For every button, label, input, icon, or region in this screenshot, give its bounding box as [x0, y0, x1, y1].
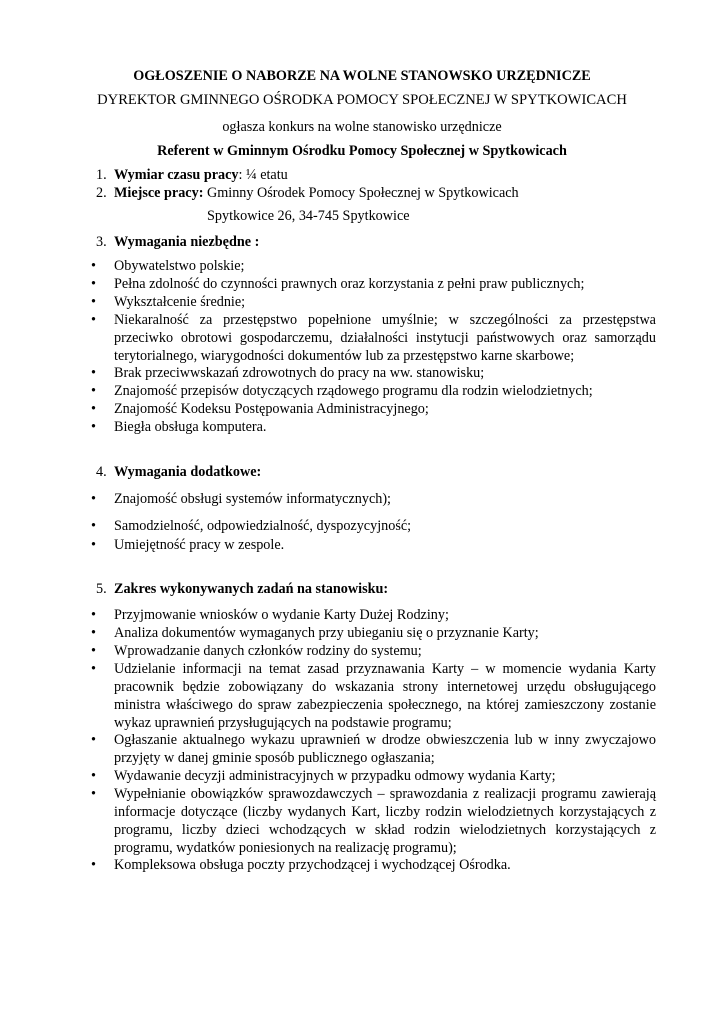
list-item: • Ogłaszanie aktualnego wykazu uprawnień w drodze obwieszczenia lub w inny zwyczajowo przyjęty w danej gminie sposób publicznego ogłaszania; [91, 732, 656, 766]
bullet-icon: • [91, 383, 96, 399]
bullet-icon: • [91, 537, 96, 553]
list-item: • Pełna zdolność do czynności prawnych oraz korzystania z pełni praw publicznych; [91, 276, 585, 292]
section2-text [114, 184, 519, 202]
list-item: • Niekaralność za przestępstwo popełnione umyślnie; w szczególności za przestępstwa przeciwko obrotowi gospodarczemu, działalności instytucji państwowych oraz samorządu terytorialnego, wiarygodności dokumentów lub za przestępstwo karne skarbowe; [91, 312, 656, 364]
section3-number: 3. [96, 234, 107, 250]
bullet-icon: • [91, 786, 96, 802]
section4-label: Wymagania dodatkowe: [114, 464, 262, 480]
section5-label: Zakres wykonywanych zadań na stanowisku: [114, 581, 389, 597]
bullet-icon: • [91, 625, 96, 641]
position-title: Referent w Gminnym Ośrodku Pomocy Społecznej w Spytkowicach [157, 143, 567, 159]
list-item: • Obywatelstwo polskie; [91, 258, 245, 274]
bullet-icon: • [91, 768, 96, 784]
section2-number: 2. [96, 185, 107, 201]
section5-number: 5. [96, 581, 107, 597]
list-item: • Biegła obsługa komputera. [91, 419, 267, 435]
bullet-icon: • [91, 294, 96, 310]
bullet-icon: • [91, 643, 96, 659]
section2-address: Spytkowice 26, 34-745 Spytkowice [207, 208, 410, 224]
bullet-icon: • [91, 276, 96, 292]
director-line: DYREKTOR GMINNEGO OŚRODKA POMOCY SPOŁECZNEJ W SPYTKOWICACH [97, 92, 627, 108]
bullet-icon: • [91, 857, 96, 873]
bullet-icon: • [91, 365, 96, 381]
bullet-icon: • [91, 661, 96, 677]
section3-label: Wymagania niezbędne : [114, 234, 260, 250]
list-item: • Wykształcenie średnie; [91, 294, 246, 310]
bullet-icon: • [91, 491, 96, 507]
list-item: • Kompleksowa obsługa poczty przychodzącej i wychodzącej Ośrodka. [91, 857, 511, 873]
bullet-icon: • [91, 732, 96, 748]
list-item: • Wydawanie decyzji administracyjnych w przypadku odmowy wydania Karty; [91, 768, 556, 784]
list-item: • Umiejętność pracy w zespole. [91, 537, 285, 553]
list-item: • Analiza dokumentów wymaganych przy ubieganiu się o przyznanie Karty; [91, 625, 539, 641]
list-item: • Znajomość przepisów dotyczących rządowego programu dla rodzin wielodzietnych; [91, 383, 593, 399]
section1-value: : ¼ etatu [238, 167, 288, 183]
section4-number: 4. [96, 464, 107, 480]
bullet-icon: • [91, 401, 96, 417]
bullet-icon: • [91, 607, 96, 623]
section1-number: 1. [96, 167, 107, 183]
announcement-title: OGŁOSZENIE O NABORZE NA WOLNE STANOWSKO URZĘDNICZE [133, 68, 591, 84]
list-item: • Wypełnianie obowiązków sprawozdawczych – sprawozdania z realizacji programu zawierają informacje dotyczące (liczby wydanych Kart, liczby rodzin wielodzietnych korzystających z programu, liczby dzieci wchodzących w skład rodzin wielodzietnych korzystających z programu, wydatków poniesionych na realizację programu); [91, 786, 656, 856]
list-item: • Znajomość Kodeksu Postępowania Administracyjnego; [91, 401, 429, 417]
list-item: • Brak przeciwwskazań zdrowotnych do pracy na ww. stanowisku; [91, 365, 485, 381]
list-item: • Samodzielność, odpowiedzialność, dyspozycyjność; [91, 518, 412, 534]
bullet-icon: • [91, 258, 96, 274]
bullet-icon: • [91, 312, 96, 328]
bullet-icon: • [91, 419, 96, 435]
list-item: • Przyjmowanie wniosków o wydanie Karty Dużej Rodziny; [91, 607, 449, 623]
section1-text [114, 166, 288, 184]
list-item: • Udzielanie informacji na temat zasad przyznawania Karty – w momencie wydania Karty pracownik będzie zobowiązany do wskazania strony internetowej urzędu obsługującego ministra właściwego do spraw zabezpieczenia społecznego, na której zamieszczony zostanie wykaz uprawnień przysługujących na podstawie programu; [91, 661, 656, 731]
list-item: • Wprowadzanie danych członków rodziny do systemu; [91, 643, 422, 659]
section2-label: Miejsce pracy: [114, 185, 204, 201]
section2-value: Gminny Ośrodek Pomocy Społecznej w Spytkowicach [203, 185, 519, 201]
section1-label: Wymiar czasu pracy [114, 167, 239, 183]
bullet-icon: • [91, 518, 96, 534]
list-item: • Znajomość obsługi systemów informatycznych); [91, 491, 391, 507]
announces-line: ogłasza konkurs na wolne stanowisko urzędnicze [222, 119, 502, 135]
